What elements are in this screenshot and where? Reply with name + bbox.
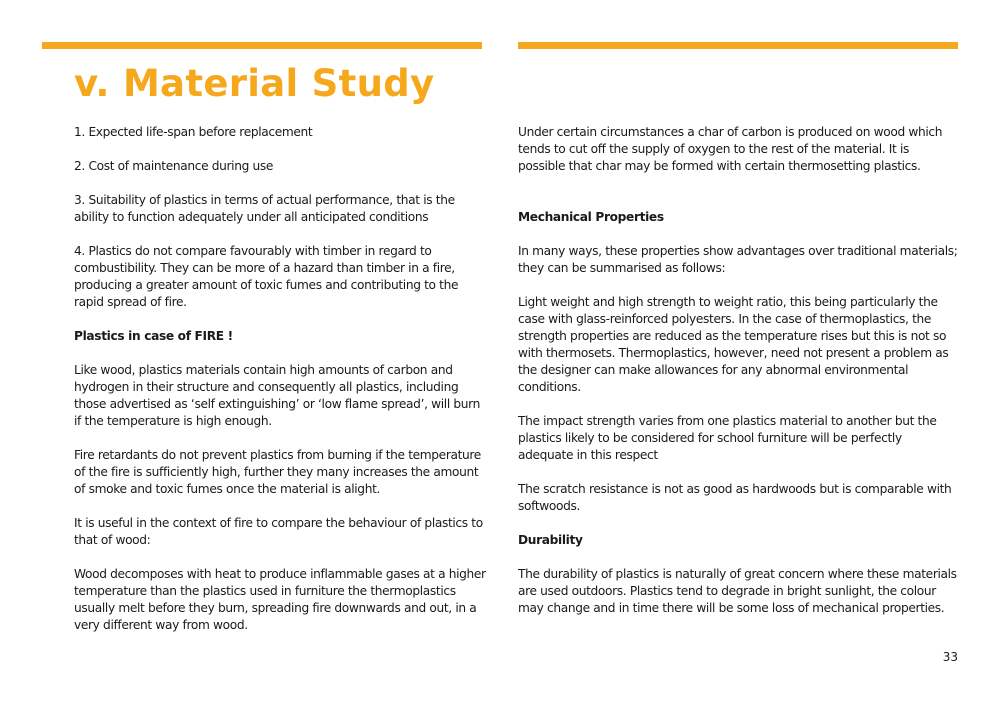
left-paragraph-7: It is useful in the context of fire to compare the behaviour of plastics to that of wood:: [74, 516, 483, 547]
right-paragraph-5: The scratch resistance is not as good as hardwoods but is comparable with softwoods.: [518, 482, 952, 513]
page-number: 33: [942, 650, 958, 664]
left-paragraph-1: 1. Expected life-span before replacement: [74, 125, 313, 139]
left-column: [74, 124, 486, 651]
left-paragraph-8: Wood decomposes with heat to produce inflammable gases at a higher temperature than the plastics used in furniture the thermoplastics usually melt before they burn, spreading fire downwards and out, in a very different way from wood.: [74, 567, 486, 632]
mechanical-properties-heading: Mechanical Properties: [518, 210, 664, 224]
spacer: [518, 192, 958, 209]
right-paragraph-4: The impact strength varies from one plastics material to another but the plastics likely to be considered for school furniture will be perfectly adequate in this respect: [518, 414, 937, 462]
page-title: v. Material Study: [74, 62, 435, 105]
durability-heading: Durability: [518, 533, 583, 547]
right-paragraph-6: The durability of plastics is naturally of great concern where these materials are used outdoors. Plastics tend to degrade in bright sunlight, the colour may change and in time there will be some loss of mechanical properties.: [518, 567, 957, 615]
left-paragraph-5: Like wood, plastics materials contain high amounts of carbon and hydrogen in their structure and consequently all plastics, including those advertised as ‘self extinguishing’ or ‘low flame spread’, will burn if the temperature is high enough.: [74, 363, 480, 428]
right-paragraph-2: In many ways, these properties show advantages over traditional materials; they can be summarised as follows:: [518, 244, 958, 275]
fire-heading: Plastics in case of FIRE !: [74, 329, 233, 343]
left-paragraph-6: Fire retardants do not prevent plastics from burning if the temperature of the fire is sufficiently high, further they many increases the amount of smoke and toxic fumes once the material is alight.: [74, 448, 481, 496]
left-paragraph-2: 2. Cost of maintenance during use: [74, 159, 274, 173]
right-column: [518, 124, 958, 634]
right-accent-rule: [518, 42, 958, 49]
left-paragraph-4: 4. Plastics do not compare favourably with timber in regard to combustibility. They can be more of a hazard than timber in a fire, producing a greater amount of toxic fumes and contributing to the rapid spread of fire.: [74, 244, 459, 309]
right-paragraph-1: Under certain circumstances a char of carbon is produced on wood which tends to cut off the supply of oxygen to the rest of the material. It is possible that char may be formed with certain thermosetting plastics.: [518, 125, 943, 173]
left-accent-rule: [42, 42, 482, 49]
right-paragraph-3: Light weight and high strength to weight ratio, this being particularly the case with glass-reinforced polyesters. In the case of thermoplastics, the strength properties are reduced as the temperature rises but this is not so with thermosets. Thermoplastics, however, need not present a problem as the designer can make allowances for any abnormal environmental conditions.: [518, 295, 949, 394]
left-paragraph-3: 3. Suitability of plastics in terms of actual performance, that is the ability to function adequately under all anticipated conditions: [74, 193, 455, 224]
